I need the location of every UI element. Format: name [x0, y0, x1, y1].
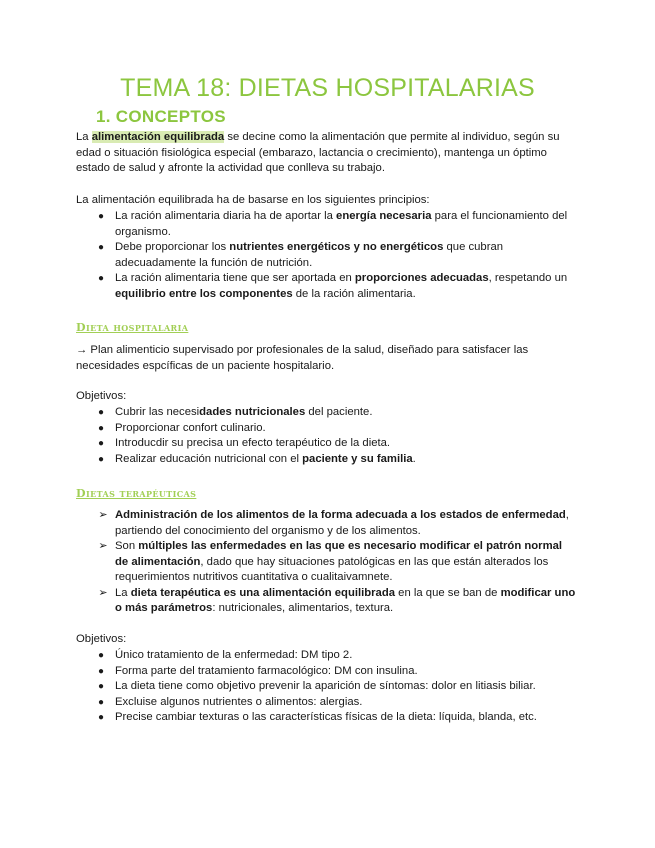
- hospital-objectives-list: [76, 405, 576, 467]
- therapeutic-objectives-list: [76, 648, 576, 726]
- list-item: ● Introducdir su precisa un efecto terapéutico de la dieta.: [76, 436, 576, 452]
- list-item: ● Proporcionar confort culinario.: [76, 421, 576, 437]
- list-item: ● Cubrir las necesidades nutricionales del paciente.: [76, 405, 576, 421]
- page-title: TEMA 18: DIETAS HOSPITALARIAS: [120, 74, 535, 102]
- subheading-dietas-terapeuticas: Dietas terapéuticas: [76, 487, 197, 500]
- list-item: ● La ración alimentaria diaria ha de aportar la energía necesaria para el funcionamiento del organismo.: [76, 209, 576, 240]
- bullet-marker: ●: [97, 242, 105, 253]
- principles-list: [76, 209, 576, 302]
- list-item: ➢ La dieta terapéutica es una alimentación equilibrada en la que se ban de modificar uno o más parámetros: nutricionales, alimentarios, textura.: [76, 586, 576, 617]
- bullet-marker: ●: [97, 211, 105, 222]
- bullet-marker: ●: [97, 453, 105, 465]
- intro-text-end: se decine como la alimentación que permite al individuo, según su edad o situación fisiológica especial (embarazo, lactancia o crecimiento), mantenga un óptimo estado de salud y afronte la actividad que conlleva su trabajo.: [76, 131, 560, 174]
- objetivos-label: Objetivos:: [76, 390, 127, 402]
- bullet-marker: ●: [97, 681, 105, 692]
- list-item: ● Excluise algunos nutrientes o alimentos: alergias.: [76, 695, 576, 711]
- arrow-bullet-icon: ➢: [98, 586, 108, 599]
- bullet-marker: ●: [97, 665, 105, 677]
- list-item: ● Realizar educación nutricional con el paciente y su familia.: [76, 452, 576, 468]
- bullet-marker: ●: [97, 712, 105, 723]
- list-item: ● La dieta tiene como objetivo prevenir la aparición de síntomas: dolor en litiasis biliar.: [76, 679, 576, 695]
- dieta-hospitalaria-definition: → Plan alimenticio supervisado por profesionales de la salud, diseñado para satisfacer las necesidades espcíficas de un paciente hospitalario.: [76, 344, 529, 372]
- bullet-marker: ●: [97, 438, 105, 449]
- bullet-marker: ●: [97, 273, 105, 284]
- intro-text-start: La: [76, 131, 92, 143]
- arrow-bullet-icon: ➢: [98, 509, 108, 521]
- list-item: ● Debe proporcionar los nutrientes energéticos y no energéticos que cubran adecuadamente la función de nutrición.: [76, 240, 576, 271]
- therapeutic-points-list: [76, 508, 576, 617]
- bullet-marker: ●: [97, 650, 105, 661]
- bullet-marker: ●: [97, 422, 105, 434]
- bullet-marker: ●: [97, 407, 105, 418]
- intro-paragraph: [76, 130, 576, 177]
- list-item: ● Único tratamiento de la enfermedad: DM tipo 2.: [76, 648, 576, 664]
- list-item: ➢ Son múltiples las enfermedades en las que es necesario modificar el patrón normal de alimentación, dado que hay situaciones patológicas en las que están alterados los requerimientos nutritivos cuantitativa o cualitaivamnete.: [76, 539, 576, 586]
- objetivos-label-terapeuticas: Objetivos:: [76, 633, 127, 645]
- subheading-dieta-hospitalaria: Dieta hospitalaria: [76, 321, 189, 334]
- list-item: ● Precise cambiar texturas o las características físicas de la dieta: líquida, blanda, etc.: [76, 710, 576, 726]
- highlighted-term: alimentación equilibrada: [91, 131, 225, 143]
- section-heading-conceptos: 1. CONCEPTOS: [96, 107, 226, 126]
- bullet-marker: ●: [97, 696, 105, 708]
- arrow-bullet-icon: ➢: [98, 540, 108, 552]
- list-item: ● La ración alimentaria tiene que ser aportada en proporciones adecuadas, respetando un equilibrio entre los componentes de la ración alimentaria.: [76, 271, 576, 302]
- principles-intro: La alimentación equilibrada ha de basarse en los siguientes principios:: [76, 194, 430, 206]
- list-item: ● Forma parte del tratamiento farmacológico: DM con insulina.: [76, 664, 576, 680]
- list-item: ➢ Administración de los alimentos de la forma adecuada a los estados de enfermedad, partiendo del conocimiento del organismo y de los alimentos.: [76, 508, 576, 539]
